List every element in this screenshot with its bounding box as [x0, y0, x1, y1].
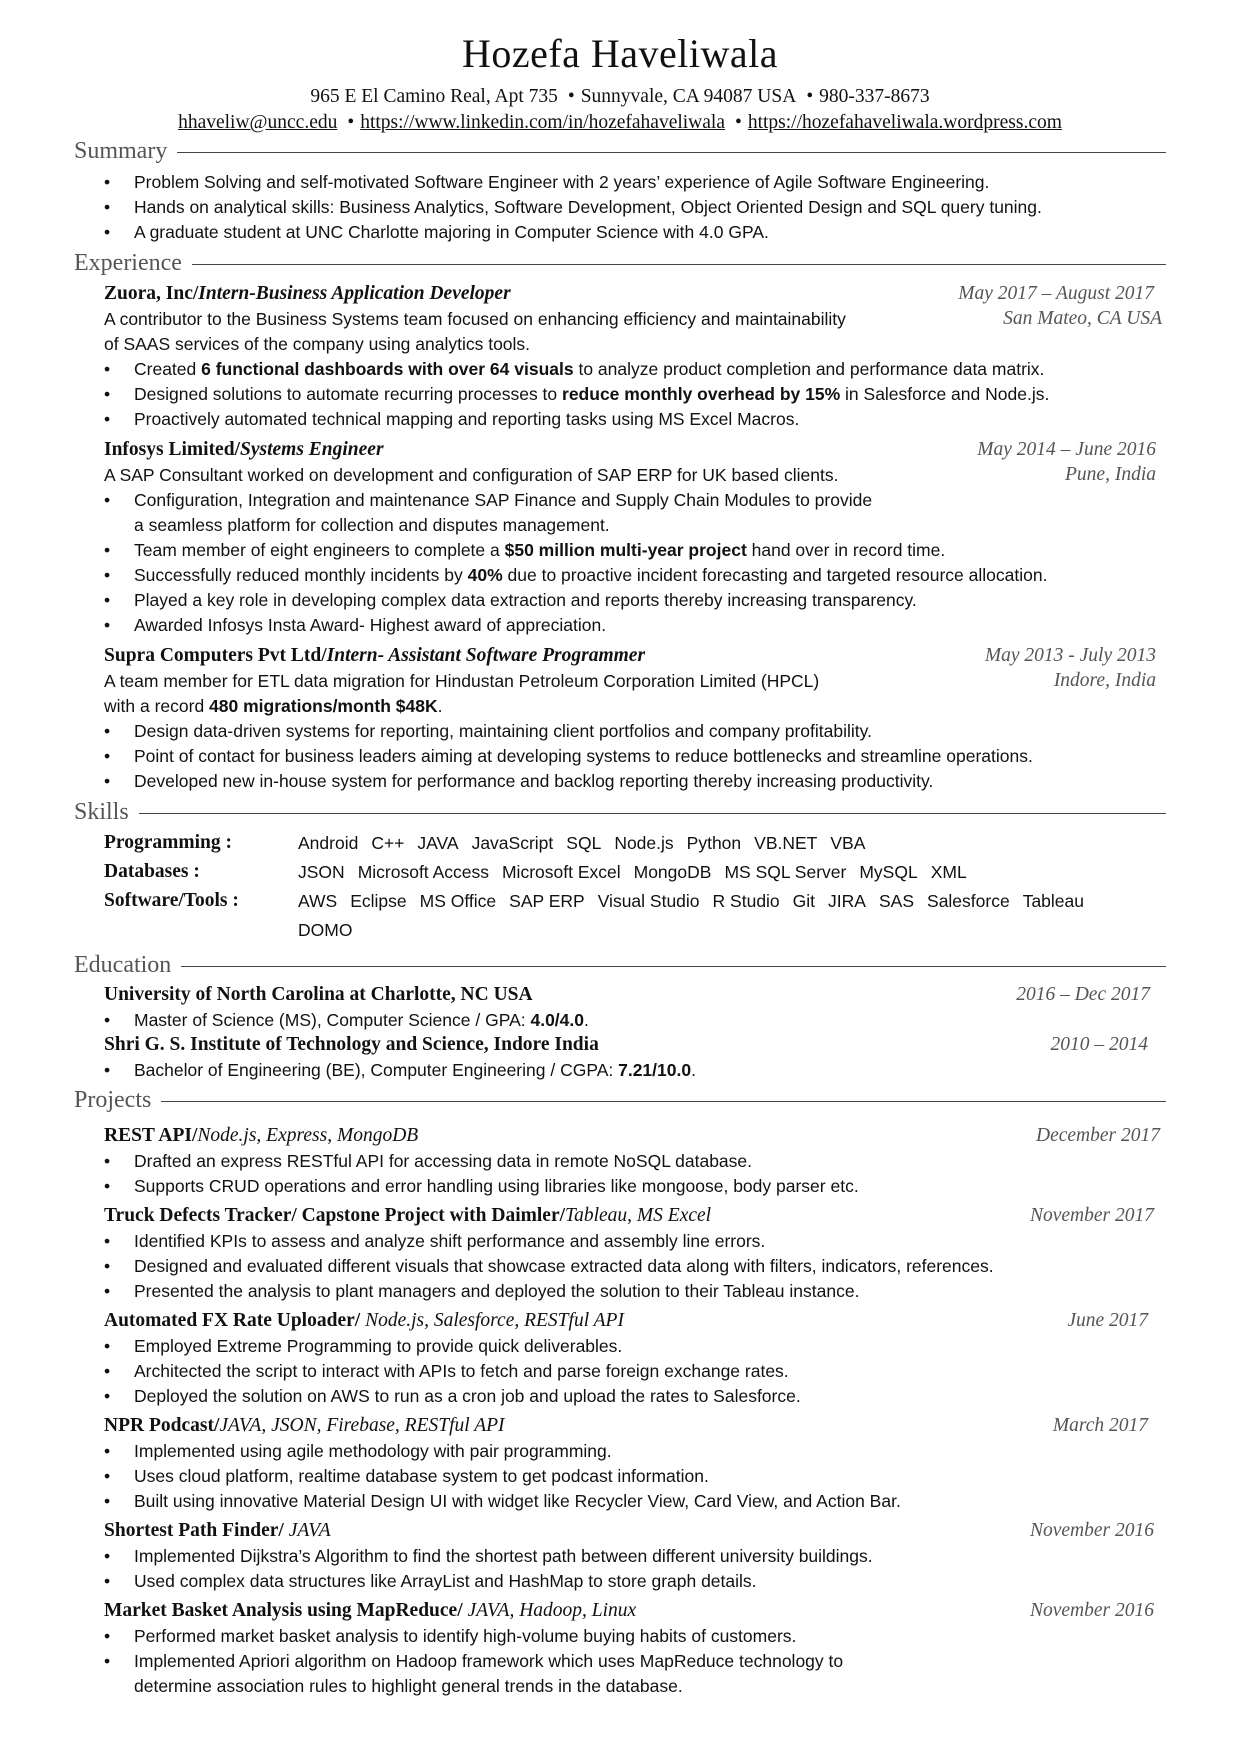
project-header	[104, 1204, 1166, 1228]
skill-item: Microsoft Excel	[501, 862, 621, 882]
phone-number: 980-337-8673	[819, 86, 930, 107]
job-header: Zuora, Inc/Intern-Business Application Developer May 2017 – August 2017	[104, 283, 1154, 304]
job-description: A contributor to the Business Systems team focused on enhancing efficiency and maintainability San Mateo, CA USA	[104, 308, 1162, 329]
separator-dot: •	[567, 86, 575, 107]
skills-databases-list	[298, 858, 980, 886]
skills-programming-list	[298, 829, 878, 857]
section-rule	[74, 1101, 1166, 1102]
school-name: University of North Carolina at Charlotte, NC USA	[104, 984, 533, 1005]
separator-dot: •	[806, 86, 814, 107]
project-tech: JAVA	[288, 1520, 331, 1541]
section-title: Education	[74, 950, 181, 980]
street-address: 965 E El Camino Real, Apt 735	[310, 86, 558, 107]
skill-item: Git	[792, 891, 816, 911]
job-description-continued: with a record 480 migrations/month $48K.	[104, 696, 443, 716]
skill-item: Tableau	[1022, 891, 1085, 911]
project-date: December 2017	[1036, 1125, 1160, 1146]
skill-item: DOMO	[298, 920, 353, 940]
project-name: Market Basket Analysis using MapReduce/	[104, 1600, 468, 1621]
resume-page: Hozefa Haveliwala 965 E El Camino Real, Apt 735 • Sunnyvale, CA 94087 USA • 980-337-8673 hhaveliw@uncc.edu • https://www.linkedin.com/in/hozefahaveliwala • https://hozefahaveliwala.wordpress.com Summary Problem Solving and self-motivated Software Engineer with 2 years’ experience of Agile Software Engineering. Hands on analytical skills: Business Analytics, Software Development, Object Oriented Design and SQL query tuning. A graduate student at UNC Charlotte majoring in Computer Science with 4.0 GPA. Experience Zuora, Inc/Intern-Business Application Developer May 2017 – August 2017 A contributor to the Business Systems team focused on enhancing efficiency and maintainability San Mateo, CA USA of SAAS services of the company using analytics tools. Created 6 functional dashboards with over 64 visuals to analyze product completion and performance data matrix. Designed solutions to automate recurring processes to reduce monthly overhead by 15% in Salesforce and Node.js. Proactively automated technical mapping and reporting tasks using MS Excel Macros. Infosys Limited/Systems Engineer May 2014 – June 2016 A SAP Consultant worked on development and configuration of SAP ERP for UK based clients. Pune, India Configuration, Integration and maintenance SAP Finance and Supply Chain Modules to provide a seamless platform for collection and disputes management. Team member of eight engineers to complete a $50 million multi-year project hand over in record time. Successfully reduced monthly incidents by 40% due to proactive incident forecasting and targeted resource allocation. Played a key role in developing complex data extraction and reports thereby increasing transparency. Awarded Infosys Insta Award- Highest award of appreciation. Supra Computers Pvt Ltd/Intern- Assistant Software Programmer May 2013 - July 2013 A team member for ETL data migration for Hindustan Petroleum Corporation Limited (HPCL) Indore, India with a record 480 migrations/month $48K. Design data-driven systems for reporting, maintaining client portfolios and company profitability. Point of contact for business leaders aiming at developing systems to reduce bottlenecks and streamline operations. Developed new in-house system for performance and backlog reporting thereby increasing productivity. Skills Programming : Android C++ JAVA JavaScript SQL Node.js Python VB.NET VBA Databases : JSON Microsoft Access Microsoft Excel MongoDB MS SQL Server MySQL XML Software/Tools : AWS Eclipse MS Office SAP ERP Visual Studio R Studio Git JIRA SAS Salesforce Tableau DOMO Education University of North Carolina at Charlotte, NC USA 2016 – Dec 2017 Master of Science (MS), Computer Science / GPA: 4.0/4.0. Shri G. S. Institute of Technology and Science, Indore India 2010 – 2014 Bachelor of Engineering (BE), Computer Engineering / CGPA: 7.21/10.0. Projects REST API/Node.js, Express, MongoDB December 2017 Drafted an express RESTful API for accessing data in remote NoSQL database. Supports CRUD operations and error handling using libraries like mongoose, body parser etc. Truck Defects Tracker/ Capstone Project with Daimler/Tableau, MS Excel November 2017 Identified KPIs to assess and analyze shift performance and assembly line errors. Designed and evaluated different visuals that showcase extracted data along with filters, indicators, references. Presented the analysis to plant managers and deployed the solution to their Tableau instance. Automated FX Rate Uploader/ Node.js, Salesforce, RESTful API June 2017 Employed Extreme Programming to provide quick deliverables. Architected the script to interact with APIs to fetch and parse foreign exchange rates. Deployed the solution on AWS to run as a cron job and upload the rates to Salesforce. NPR Podcast/JAVA, JSON, Firebase, RESTful API March 2017 Implemented using agile methodology with pair programming. Uses cloud platform, realtime database system to get podcast information. Built using innovative Material Design UI with widget like Recycler View, Card View, and Action Bar. Shortest Path Finder/ JAVA November 2016 Implemented Dijkstra’s Algorithm to find the shortest path between different university buildings. Used complex data structures like ArrayList and HashMap to store graph details. Market Basket Analysis using MapReduce/ JAVA, Hadoop, Linux November 2016 Performed market basket analysis to identify high-volume buying habits of customers. Implemented Apriori algorithm on Hadoop framework which uses MapReduce technology to determine association rules to highlight general trends in the database.	[0, 0, 1240, 1754]
section-title: Experience	[74, 248, 192, 278]
job-description: A SAP Consultant worked on development and configuration of SAP ERP for UK based clients. Pune, India	[104, 464, 1156, 485]
skill-item: SQL	[566, 833, 602, 853]
job-description: A team member for ETL data migration for Hindustan Petroleum Corporation Limited (HPCL) Indore, India	[104, 670, 1156, 691]
skill-item: SAP ERP	[509, 891, 585, 911]
job-location: San Mateo, CA USA	[1003, 308, 1162, 329]
project-header	[104, 1309, 1166, 1333]
skill-item: XML	[930, 862, 967, 882]
job-location: Indore, India	[1053, 670, 1156, 691]
skills-tools-list	[298, 887, 1097, 915]
skills-programming-label: Programming :	[104, 832, 232, 853]
job-dates: May 2014 – June 2016	[977, 439, 1156, 460]
section-heading-projects	[74, 1085, 1166, 1115]
project-date: November 2016	[1029, 1520, 1154, 1541]
skill-item: AWS	[298, 891, 338, 911]
contact-address-line	[0, 84, 1240, 110]
project-tech: Node.js, Express, MongoDB	[197, 1125, 419, 1146]
skill-item: MS SQL Server	[724, 862, 847, 882]
project-name: Truck Defects Tracker/ Capstone Project with Daimler/	[104, 1205, 566, 1226]
school-name: Shri G. S. Institute of Technology and Science, Indore India	[104, 1034, 599, 1055]
skill-item: R Studio	[712, 891, 780, 911]
skill-item: JSON	[298, 862, 345, 882]
skill-item: JAVA	[417, 833, 459, 853]
job-header: Supra Computers Pvt Ltd/Intern- Assistant Software Programmer May 2013 - July 2013	[104, 645, 1156, 666]
separator-dot: •	[735, 112, 742, 133]
project-date: November 2016	[1029, 1600, 1154, 1621]
skill-item: C++	[371, 833, 405, 853]
candidate-name: Hozefa Haveliwala	[461, 31, 779, 76]
project-date: November 2017	[1029, 1205, 1154, 1226]
section-rule	[74, 264, 1166, 265]
project-tech: JAVA, Hadoop, Linux	[467, 1600, 637, 1621]
skill-item: MongoDB	[633, 862, 712, 882]
separator-dot: •	[347, 112, 355, 133]
project-date: March 2017	[1052, 1415, 1148, 1436]
section-heading-summary	[74, 136, 1166, 166]
skill-item: JavaScript	[471, 833, 554, 853]
project-date: June 2017	[1067, 1310, 1148, 1331]
school-dates: 2016 – Dec 2017	[1016, 984, 1150, 1005]
skills-tools-label: Software/Tools :	[104, 890, 239, 911]
section-rule	[74, 966, 1166, 967]
contact-links-line	[0, 110, 1240, 136]
job-header: Infosys Limited/Systems Engineer May 2014 – June 2016	[104, 439, 1156, 460]
project-tech: JAVA, JSON, Firebase, RESTful API	[219, 1415, 505, 1436]
section-title: Projects	[74, 1085, 161, 1115]
job-description-continued: of SAAS services of the company using analytics tools.	[104, 334, 531, 354]
section-title: Skills	[74, 797, 139, 827]
project-name: Automated FX Rate Uploader/	[104, 1310, 366, 1331]
school-dates: 2010 – 2014	[1050, 1034, 1148, 1055]
project-header	[104, 1414, 1166, 1438]
project-bullet-continued: determine association rules to highlight general trends in the database.	[134, 1676, 683, 1696]
skill-item: Python	[686, 833, 742, 853]
section-heading-education	[74, 950, 1166, 980]
city-address: Sunnyvale, CA 94087 USA	[580, 86, 797, 107]
project-header	[104, 1519, 1166, 1543]
company-name: Infosys Limited	[104, 439, 235, 460]
skill-item: SAS	[878, 891, 915, 911]
skill-item: Eclipse	[350, 891, 407, 911]
section-rule	[74, 813, 1166, 814]
project-tech: Node.js, Salesforce, RESTful API	[365, 1310, 624, 1331]
website-link[interactable]: https://hozefahaveliwala.wordpress.com	[747, 112, 1062, 133]
job-role: Intern- Assistant Software Programmer	[326, 645, 646, 666]
section-rule	[74, 152, 1166, 153]
linkedin-link[interactable]: https://www.linkedin.com/in/hozefahaveliwala	[360, 112, 725, 133]
project-header	[104, 1599, 1166, 1623]
job-location: Pune, India	[1065, 464, 1156, 485]
job-bullet-continued: a seamless platform for collection and disputes management.	[134, 515, 610, 535]
school-header	[104, 1033, 1166, 1057]
skill-item: VBA	[830, 833, 866, 853]
skill-item: MS Office	[419, 891, 497, 911]
project-name: NPR Podcast/	[104, 1415, 220, 1436]
project-tech: Tableau, MS Excel	[565, 1205, 712, 1226]
skill-item: MySQL	[859, 862, 918, 882]
skill-item: JIRA	[828, 891, 866, 911]
skill-item: Microsoft Access	[357, 862, 489, 882]
project-header	[104, 1124, 1166, 1148]
section-heading-skills	[74, 797, 1166, 827]
company-name: Supra Computers Pvt Ltd	[104, 645, 322, 666]
section-title: Summary	[74, 136, 177, 166]
job-role: Intern-Business Application Developer	[198, 283, 511, 304]
skill-item: Salesforce	[927, 891, 1010, 911]
skills-databases-label: Databases :	[104, 861, 200, 882]
section-heading-experience	[74, 248, 1166, 278]
skill-item: Android	[298, 833, 359, 853]
skill-item: VB.NET	[754, 833, 818, 853]
skill-item: Visual Studio	[597, 891, 700, 911]
skills-tools-list-continued	[298, 916, 365, 944]
job-dates: May 2017 – August 2017	[958, 283, 1154, 304]
job-dates: May 2013 - July 2013	[984, 645, 1156, 666]
job-role: Systems Engineer	[239, 439, 384, 460]
project-name: Shortest Path Finder/	[104, 1520, 289, 1541]
company-name: Zuora, Inc	[104, 283, 193, 304]
project-name: REST API/	[104, 1125, 198, 1146]
skill-item: Node.js	[614, 833, 674, 853]
email-link[interactable]: hhaveliw@uncc.edu	[178, 112, 338, 133]
school-header	[104, 983, 1166, 1007]
